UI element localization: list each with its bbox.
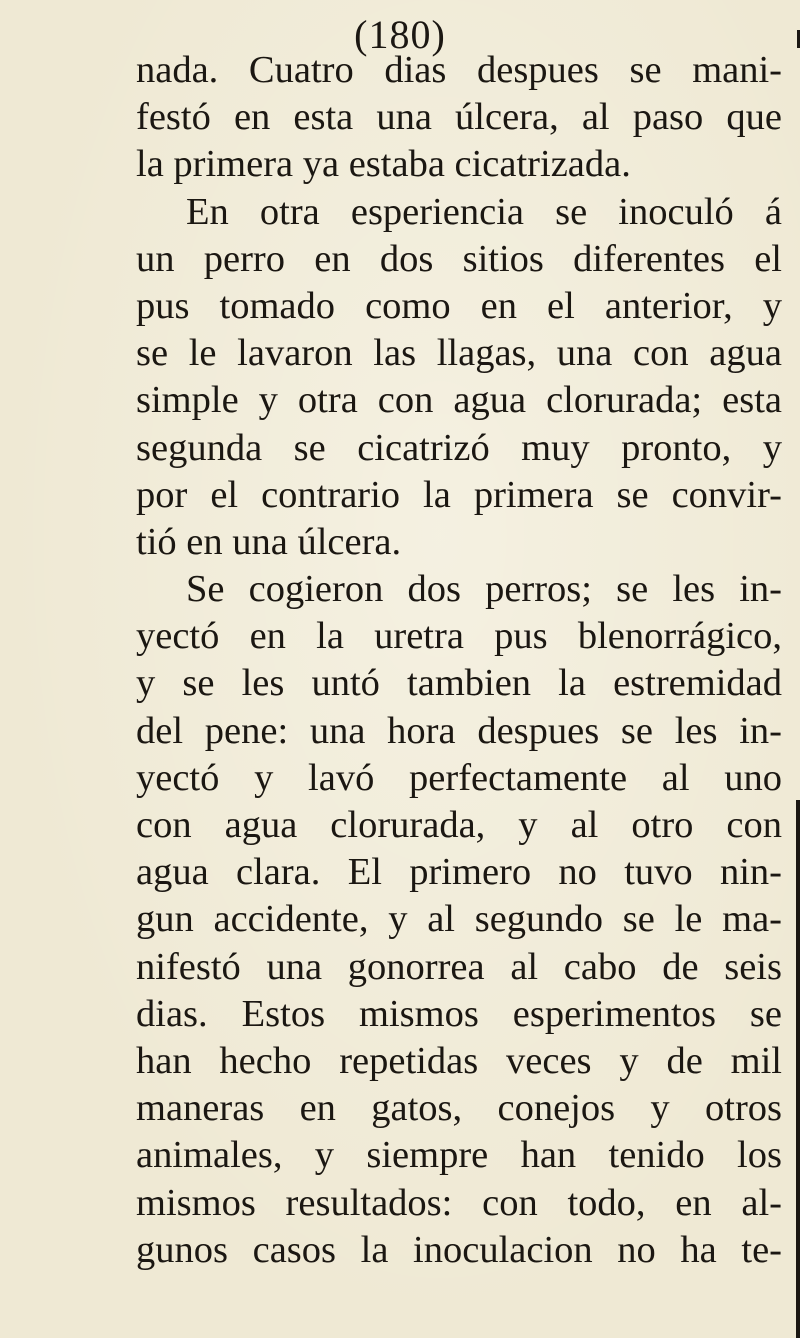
- text-line: segunda se cicatrizó muy pronto, y: [136, 426, 782, 469]
- text-line: un perro en dos sitios diferentes el: [136, 237, 782, 280]
- text-line: simple y otra con agua clorurada; esta: [136, 379, 782, 422]
- text-line: del pene: una hora despues se les in-: [136, 709, 782, 752]
- text-line: y se les untó tambien la estremidad: [136, 662, 782, 705]
- text-line: festó en esta una úlcera, al paso que: [136, 96, 782, 139]
- text-line: yectó y lavó perfectamente al uno: [136, 756, 782, 799]
- text-line: Se cogieron dos perros; se les in-: [186, 568, 782, 611]
- text-line: nada. Cuatro dias despues se mani-: [136, 49, 782, 91]
- text-line: maneras en gatos, conejos y otros: [136, 1087, 782, 1130]
- text-line: han hecho repetidas veces y de mil: [136, 1039, 782, 1082]
- text-line: animales, y siempre han tenido los: [136, 1134, 782, 1177]
- text-line: yectó en la uretra pus blenorrágico,: [136, 615, 782, 658]
- text-line: la primera ya estaba cicatrizada.: [136, 143, 631, 186]
- page-number: (180): [354, 12, 446, 57]
- page-edge-shadow: [796, 800, 800, 1338]
- text-line: dias. Estos mismos esperimentos se: [136, 992, 782, 1035]
- body-text: [136, 47, 782, 1274]
- text-line: nifestó una gonorrea al cabo de seis: [136, 945, 782, 988]
- text-line: se le lavaron las llagas, una con agua: [136, 332, 782, 375]
- text-line: por el contrario la primera se convir-: [136, 473, 782, 516]
- text-line: En otra esperiencia se inoculó á: [186, 190, 782, 233]
- text-line: gun accidente, y al segundo se le ma-: [136, 898, 782, 941]
- text-line: agua clara. El primero no tuvo nin-: [136, 851, 782, 894]
- text-line: tió en una úlcera.: [136, 520, 402, 563]
- text-line: mismos resultados: con todo, en al-: [136, 1181, 782, 1224]
- text-line: con agua clorurada, y al otro con: [136, 804, 782, 846]
- text-line: pus tomado como en el anterior, y: [136, 284, 782, 327]
- text-line: gunos casos la inoculacion no ha te-: [136, 1228, 782, 1271]
